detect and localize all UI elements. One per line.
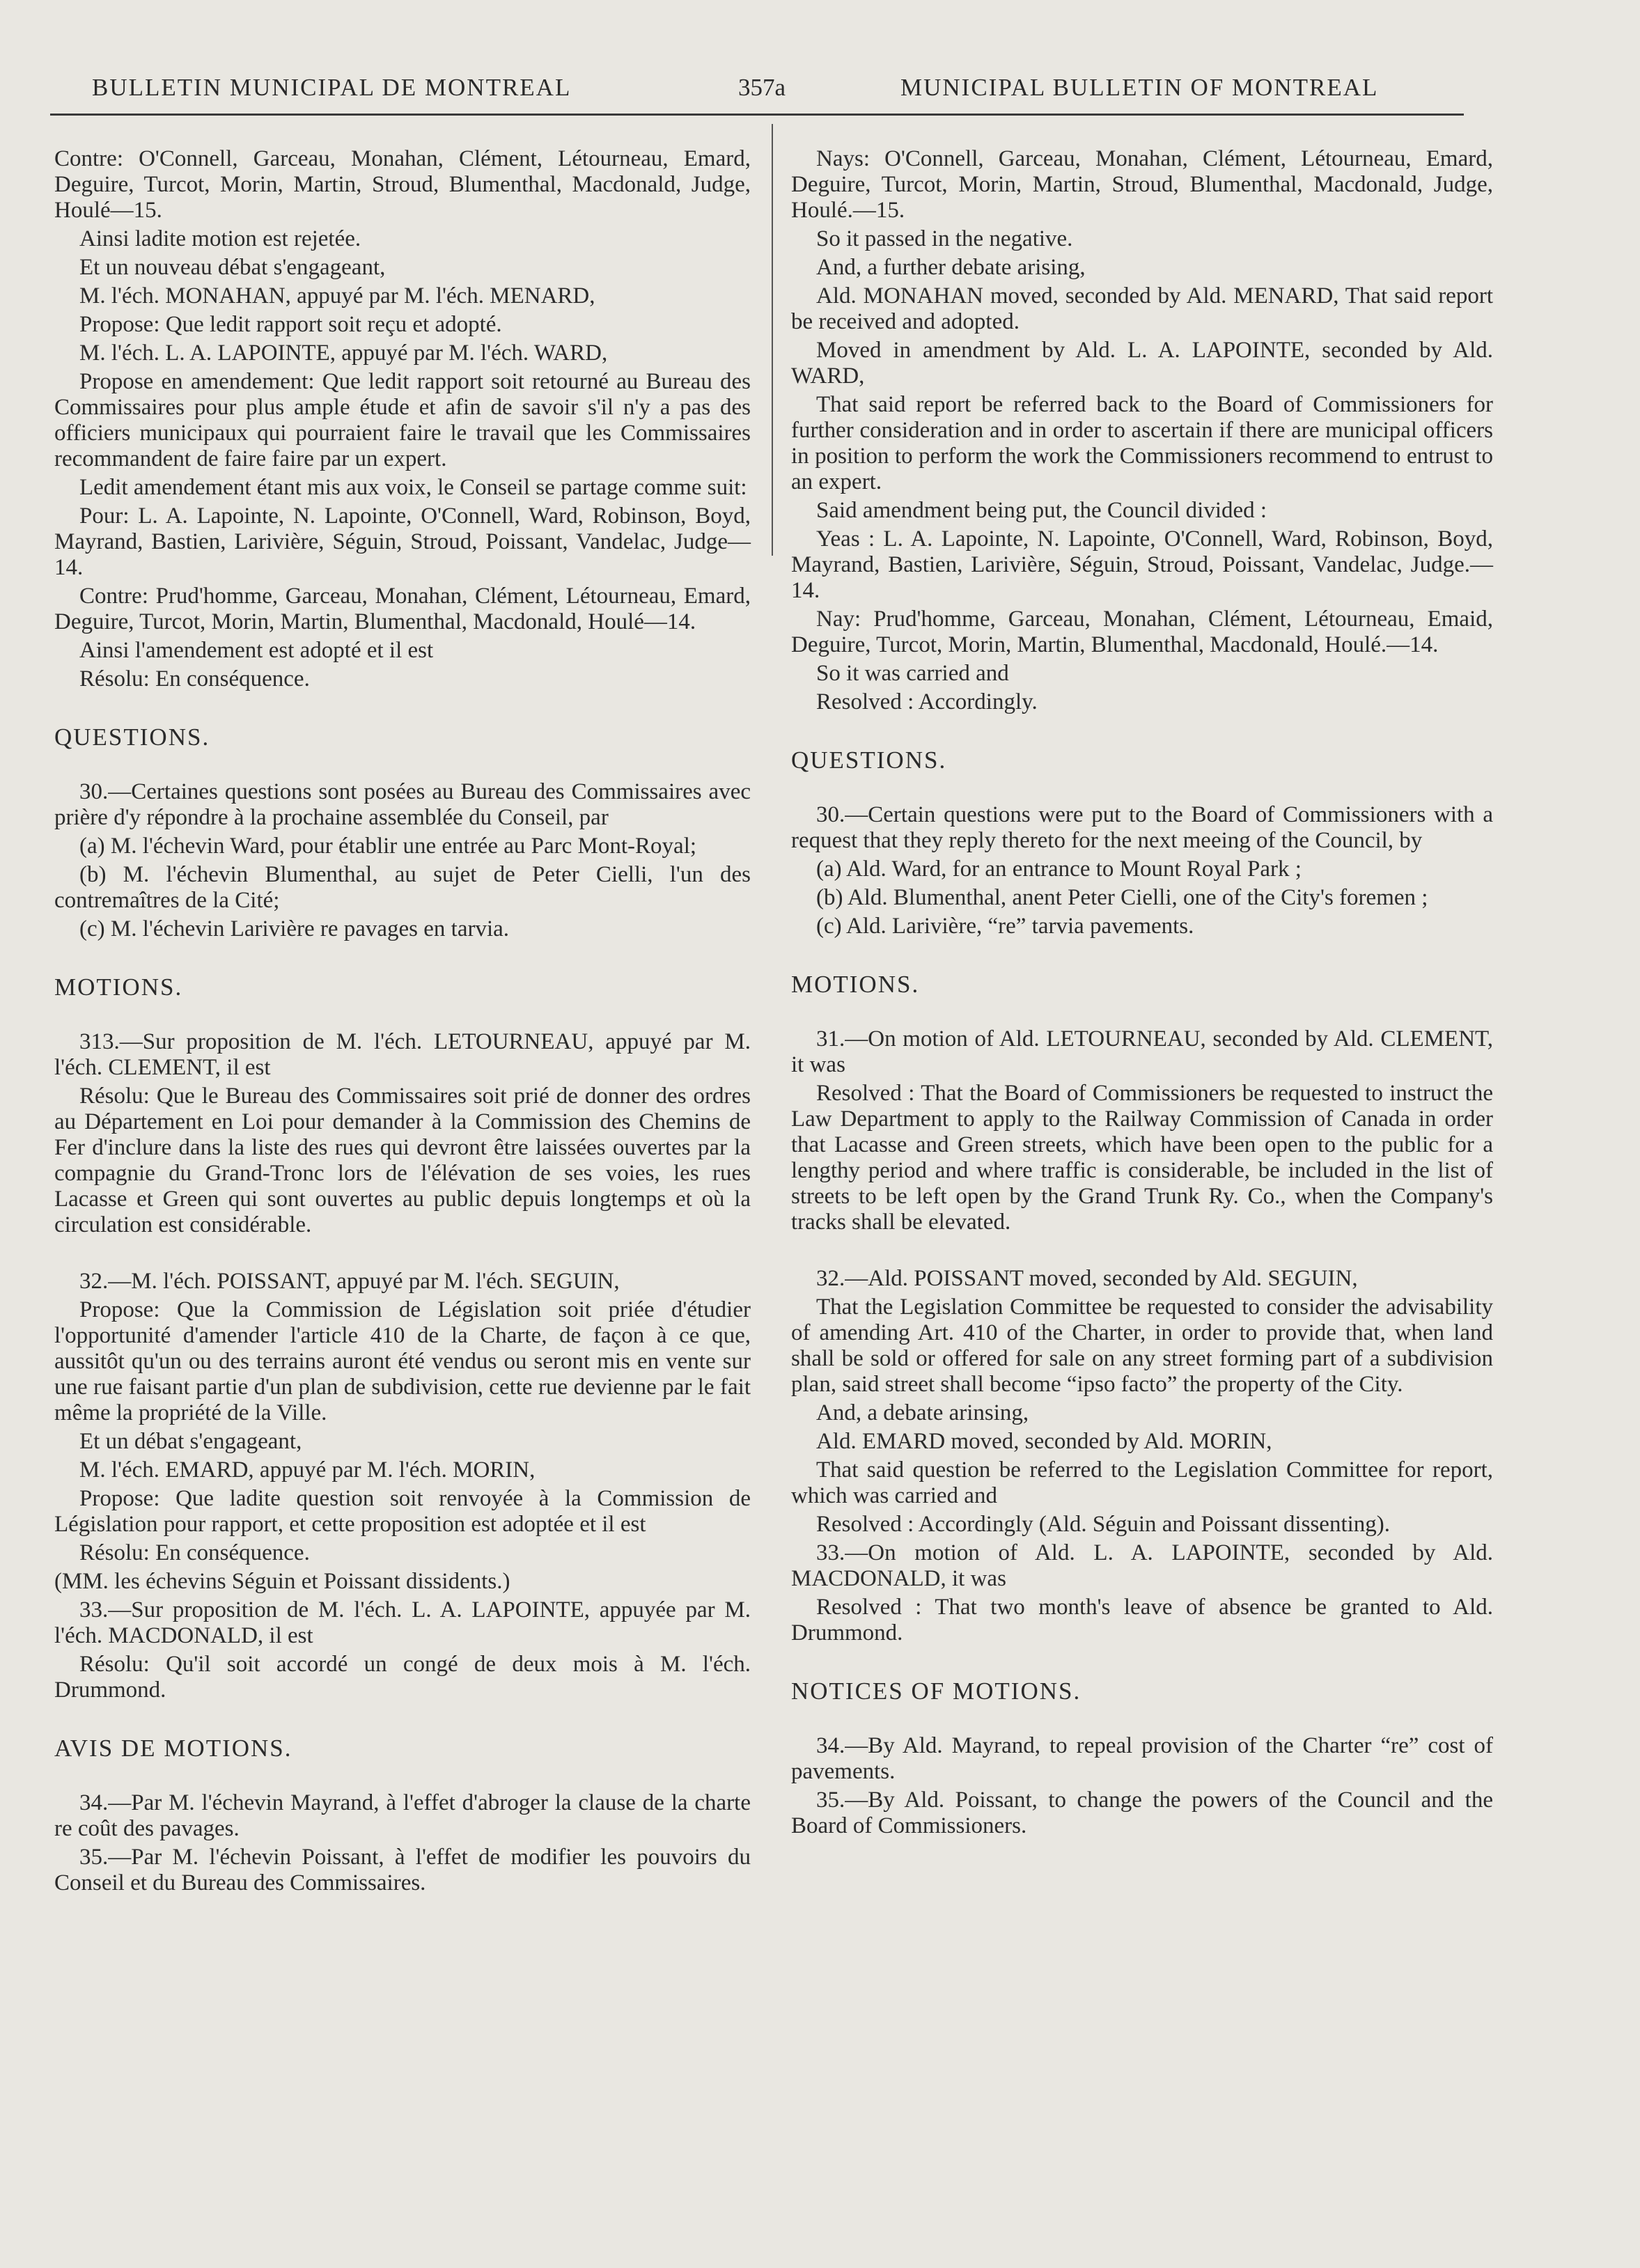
section-heading-avis-de-motions: AVIS DE MOTIONS. <box>54 1735 292 1762</box>
paragraph: 32.—M. l'éch. POISSANT, appuyé par M. l'éch. SEGUIN, <box>79 1269 620 1294</box>
list-item: (c) Ald. Larivière, “re” tarvia pavements. <box>816 914 1194 939</box>
paragraph: 34.—By Ald. Mayrand, to repeal provision of the Charter “re” cost of pavements. <box>791 1733 1493 1784</box>
paragraph: Et un débat s'engageant, <box>79 1429 302 1454</box>
list-item: (a) M. l'échevin Ward, pour établir une entrée au Parc Mont-Royal; <box>79 834 697 859</box>
paragraph: 30.—Certain questions were put to the Board of Commissioners with a request that they reply thereto for the next meeing of the Council, by <box>791 802 1493 853</box>
paragraph: Nay: Prud'homme, Garceau, Monahan, Clément, Létourneau, Emaid, Deguire, Turcot, Morin, Martin, Blumenthal, Macdonald, Houlé.—14. <box>791 607 1493 657</box>
paragraph: 313.—Sur proposition de M. l'éch. LETOURNEAU, appuyé par M. l'éch. CLEMENT, il est <box>54 1029 751 1080</box>
paragraph: Propose: Que la Commission de Législation soit priée d'étudier l'opportunité d'amender l'article 410 de la Charte, de façon à ce que, aussitôt qu'un ou des terrains auront été vendus ou seront mis en vente sur une rue faisant partie d'un plan de subdivision, cette rue devienne par le fait même la propriété de la Ville. <box>54 1297 751 1425</box>
header-rule <box>50 114 1464 116</box>
list-item: (b) M. l'échevin Blumenthal, au sujet de Peter Cielli, l'un des contremaîtres de la Cité; <box>54 862 751 913</box>
paragraph: 35.—Par M. l'échevin Poissant, à l'effet de modifier les pouvoirs du Conseil et du Bureau des Commissaires. <box>54 1845 751 1895</box>
paragraph: Contre: Prud'homme, Garceau, Monahan, Clément, Létourneau, Emard, Deguire, Turcot, Morin, Martin, Blumenthal, Macdonald, Houlé—14. <box>54 584 751 634</box>
page-number: 357a <box>738 74 786 101</box>
paragraph: Resolved : Accordingly. <box>816 689 1038 714</box>
english-column <box>791 146 1493 1842</box>
list-item: (a) Ald. Ward, for an entrance to Mount Royal Park ; <box>816 857 1302 882</box>
section-heading-motions: MOTIONS. <box>791 971 920 998</box>
paragraph: That said report be referred back to the Board of Commissioners for further consideration and in order to ascertain if there are municipal officers in position to perform the work the Commissioners recommend to entrust to an expert. <box>791 392 1493 494</box>
paragraph: 35.—By Ald. Poissant, to change the powers of the Council and the Board of Commissioners. <box>791 1788 1493 1838</box>
paragraph: Propose: Que ladite question soit renvoyée à la Commission de Législation pour rapport, et cette proposition est adoptée et il est <box>54 1486 751 1537</box>
paragraph: Moved in amendment by Ald. L. A. LAPOINTE, seconded by Ald. WARD, <box>791 338 1493 389</box>
spacer <box>54 1241 751 1269</box>
paragraph: Ledit amendement étant mis aux voix, le Conseil se partage comme suit: <box>79 475 747 500</box>
paragraph: So it was carried and <box>816 661 1009 686</box>
section-heading-questions: QUESTIONS. <box>54 724 210 751</box>
french-column <box>54 146 751 1899</box>
paragraph: And, a debate arinsing, <box>816 1400 1029 1425</box>
section-heading-notices-of-motions: NOTICES OF MOTIONS. <box>791 1677 1081 1705</box>
paragraph: 34.—Par M. l'échevin Mayrand, à l'effet d'abroger la clause de la charte re coût des pavages. <box>54 1790 751 1841</box>
list-item: (b) Ald. Blumenthal, anent Peter Cielli, one of the City's foremen ; <box>816 885 1428 910</box>
paragraph: 31.—On motion of Ald. LETOURNEAU, seconded by Ald. CLEMENT, it was <box>791 1026 1493 1077</box>
paragraph: Pour: L. A. Lapointe, N. Lapointe, O'Connell, Ward, Robinson, Boyd, Mayrand, Bastien, Larivière, Séguin, Stroud, Poissant, Vandelac, Judge—14. <box>54 503 751 580</box>
paragraph: Resolved : Accordingly (Ald. Séguin and Poissant dissenting). <box>816 1512 1391 1537</box>
paragraph: Ainsi ladite motion est rejetée. <box>79 226 361 251</box>
paragraph: Propose: Que ledit rapport soit reçu et adopté. <box>79 312 502 337</box>
paragraph: Contre: O'Connell, Garceau, Monahan, Clément, Létourneau, Emard, Deguire, Turcot, Morin, Martin, Stroud, Blumenthal, Macdonald, Judge, Houlé—15. <box>54 146 751 223</box>
paragraph: Résolu: Qu'il soit accordé un congé de deux mois à M. l'éch. Drummond. <box>54 1652 751 1703</box>
paragraph: M. l'éch. EMARD, appuyé par M. l'éch. MORIN, <box>79 1457 536 1483</box>
paragraph: Yeas : L. A. Lapointe, N. Lapointe, O'Connell, Ward, Robinson, Boyd, Mayrand, Bastien, Larivière, Séguin, Stroud, Poissant, Vandelac, Judge.—14. <box>791 526 1493 603</box>
paragraph: M. l'éch. L. A. LAPOINTE, appuyé par M. l'éch. WARD, <box>79 341 608 366</box>
section-heading-questions: QUESTIONS. <box>791 746 947 774</box>
paragraph: Ainsi l'amendement est adopté et il est <box>79 638 434 663</box>
paragraph: Résolu: En conséquence. <box>79 666 310 691</box>
paragraph: And, a further debate arising, <box>816 255 1086 280</box>
paragraph: Resolved : That two month's leave of absence be granted to Ald. Drummond. <box>791 1595 1493 1645</box>
paragraph: That said question be referred to the Legislation Committee for report, which was carried and <box>791 1457 1493 1508</box>
list-item: (c) M. l'échevin Larivière re pavages en tarvia. <box>79 916 510 941</box>
paragraph: Propose en amendement: Que ledit rapport soit retourné au Bureau des Commissaires pour plus ample étude et afin de savoir s'il n'y a pas des officiers municipaux qui pourraient faire le travail que les Commissaires recommandent de faire faire par un expert. <box>54 369 751 471</box>
paragraph: Resolved : That the Board of Commissioners be requested to instruct the Law Department to apply to the Railway Commission of Canada in order that Lacasse and Green streets, which have been open to the public for a lengthy period and where traffic is considerable, be included in the list of streets to be left open by the Grand Trunk Ry. Co., when the Company's tracks shall be elevated. <box>791 1081 1493 1235</box>
page-header <box>0 0 1640 122</box>
column-divider <box>772 124 773 556</box>
paragraph: 30.—Certaines questions sont posées au Bureau des Commissaires avec prière d'y répondre à la prochaine assemblée du Conseil, par <box>54 779 751 830</box>
paragraph: 33.—On motion of Ald. L. A. LAPOINTE, seconded by Ald. MACDONALD, it was <box>791 1540 1493 1591</box>
paragraph: (MM. les échevins Séguin et Poissant dissidents.) <box>54 1569 510 1594</box>
paragraph: M. l'éch. MONAHAN, appuyé par M. l'éch. MENARD, <box>79 283 595 308</box>
paragraph: Ald. EMARD moved, seconded by Ald. MORIN, <box>816 1429 1272 1454</box>
paragraph: Ald. MONAHAN moved, seconded by Ald. MENARD, That said report be received and adopted. <box>791 283 1493 334</box>
paragraph: Résolu: En conséquence. <box>79 1540 310 1565</box>
paragraph: 32.—Ald. POISSANT moved, seconded by Ald. SEGUIN, <box>816 1266 1358 1291</box>
header-title-english: MUNICIPAL BULLETIN OF MONTREAL <box>900 74 1379 101</box>
paragraph: Nays: O'Connell, Garceau, Monahan, Clément, Létourneau, Emard, Deguire, Turcot, Morin, Martin, Stroud, Blumenthal, Macdonald, Judge, Houlé.—15. <box>791 146 1493 223</box>
paragraph: Said amendment being put, the Council divided : <box>816 498 1267 523</box>
paragraph: 33.—Sur proposition de M. l'éch. L. A. LAPOINTE, appuyée par M. l'éch. MACDONALD, il est <box>54 1597 751 1648</box>
header-title-french: BULLETIN MUNICIPAL DE MONTREAL <box>92 74 572 101</box>
paragraph: Et un nouveau débat s'engageant, <box>79 255 386 280</box>
spacer <box>791 1238 1493 1266</box>
paragraph: Résolu: Que le Bureau des Commissaires soit prié de donner des ordres au Département en Loi pour demander à la Commission des Chemins de Fer d'inclure dans la liste des rues qui devront être laissées ouvertes par la compagnie du Grand-Tronc lors de l'élévation de ses voies, les rues Lacasse et Green qui sont ouvertes au public depuis longtemps et où la circulation est considérable. <box>54 1084 751 1237</box>
section-heading-motions: MOTIONS. <box>54 973 183 1001</box>
paragraph: So it passed in the negative. <box>816 226 1073 251</box>
paragraph: That the Legislation Committee be requested to consider the advisability of amending Art. 410 of the Charter, in order to provide that, when land shall be sold or offered for sale on any street forming part of a subdivision plan, said street shall become “ipso facto” the property of the City. <box>791 1295 1493 1397</box>
